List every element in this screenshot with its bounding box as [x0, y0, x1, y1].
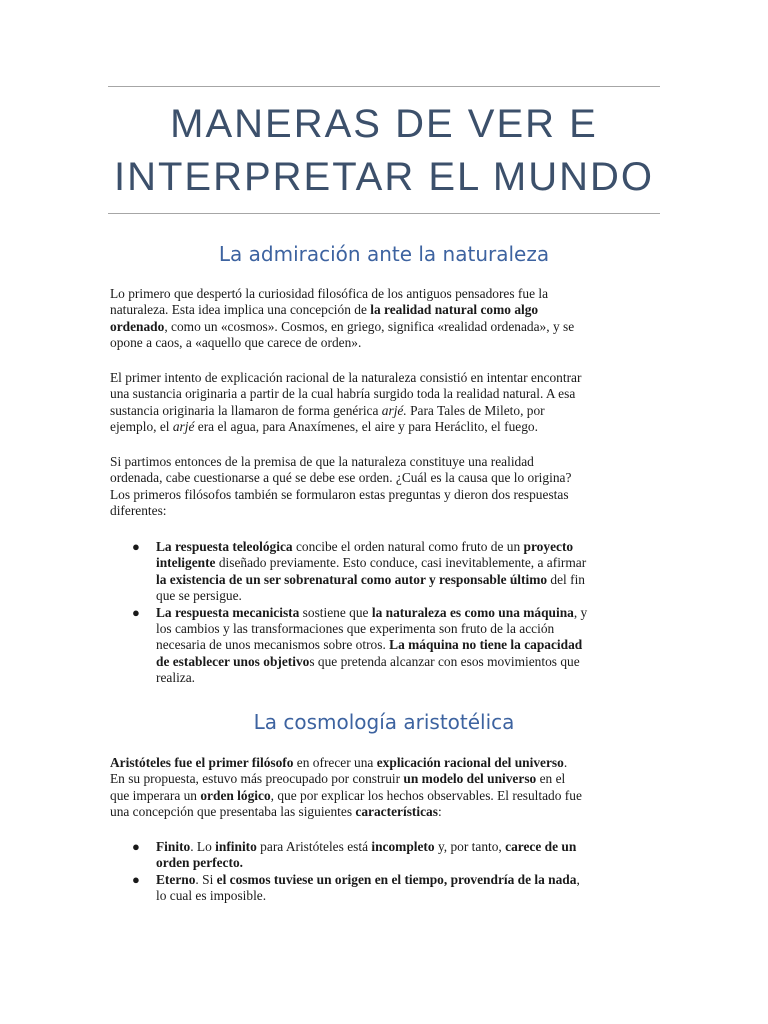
bullet-dot-icon: ● — [132, 539, 140, 554]
section-heading-admiracion: La admiración ante la naturaleza — [218, 242, 550, 266]
bullet-dot-icon: ● — [132, 871, 140, 887]
section-heading-cosmologia: La cosmología aristotélica — [253, 710, 515, 734]
paragraph-1: Lo primero que despertó la curiosidad filosófica de los antiguos pensadores fue la naturaleza. Esta idea implica una concepción de la realidad natural como algo ordenado, como un «cosmos». Cosmos, en griego, significa «realidad ordenada», y se opone a caos, a «aquello que carece de orden». — [110, 286, 575, 351]
list-item-mecanicista: ● La respuesta mecanicista sostiene que la naturaleza es como una máquina, y los cambios y las transformaciones que experimenta son fruto de la acción necesaria de unos mecanismos sobre otros. La máquina no tiene la capacidad de establecer unos objetivos que pretenda alcanzar con esos movimientos que realiza. — [132, 604, 588, 686]
document-title — [108, 98, 660, 204]
list-item-eterno: ● Eterno. Si el cosmos tuviese un origen en el tiempo, provendría de la nada, lo cual es imposible. — [132, 871, 580, 904]
paragraph-2: El primer intento de explicación racional de la naturaleza consistió en intentar encontrar una sustancia originaria a partir de la cual habría surgido toda la realidad natural. A esa sustancia originaria la llamaron de forma genérica arjé. Para Tales de Mileto, por ejemplo, el arjé era el agua, para Anaxímenes, el aire y para Heráclito, el fuego. — [110, 370, 582, 435]
paragraph-3: Si partimos entonces de la premisa de que la naturaleza constituye una realidad ordenada, cabe cuestionarse a qué se debe ese orden. ¿Cuál es la causa que lo origina? Los primeros filósofos también se formularon estas preguntas y dieron dos respuestas diferentes: — [110, 454, 572, 519]
bullet-dot-icon: ● — [132, 604, 140, 620]
document-title-line2: INTERPRETAR EL MUNDO — [113, 155, 655, 199]
caracteristicas-list — [110, 839, 660, 905]
bullet-dot-icon: ● — [132, 839, 140, 854]
paragraph-4: Aristóteles fue el primer filósofo en ofrecer una explicación racional del universo. En su propuesta, estuvo más preocupado por construir un modelo del universo en el que imperara un orden lógico, que por explicar los hechos observables. El resultado fue una concepción que presentaba las siguientes características: — [110, 755, 582, 820]
respuestas-list — [110, 539, 660, 687]
list-item-finito: ● Finito. Lo infinito para Aristóteles está incompleto y, por tanto, carece de un orden perfecto. — [132, 839, 577, 871]
document-title-line1: MANERAS DE VER E — [170, 102, 598, 146]
list-item-teleologica: ● La respuesta teleológica concibe el orden natural como fruto de un proyecto inteligente diseñado previamente. Esto conduce, casi inevitablemente, a afirmar la existencia de un ser sobrenatural como autor y responsable último del fin que se persigue. — [132, 539, 587, 604]
title-top-rule — [108, 86, 660, 87]
title-bottom-rule — [108, 213, 660, 214]
